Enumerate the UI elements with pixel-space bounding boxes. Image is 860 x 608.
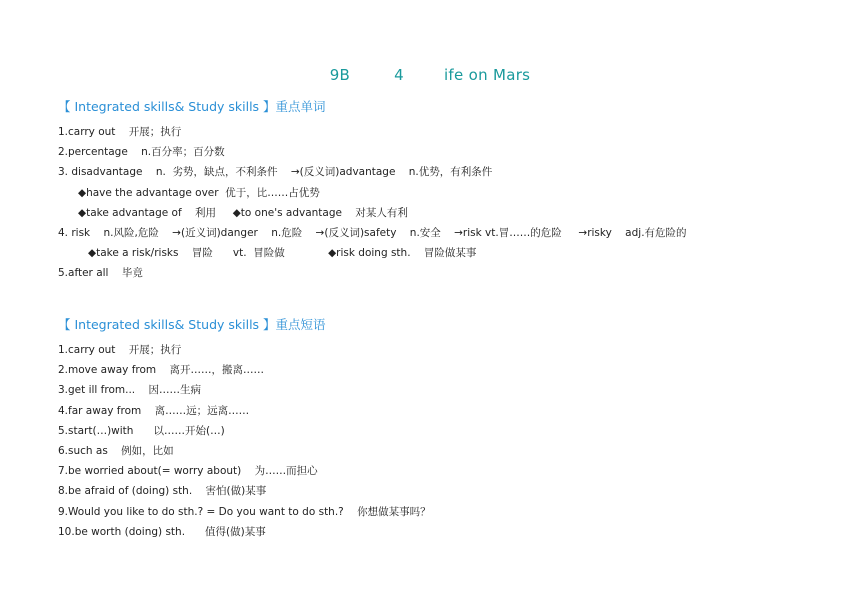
word-entry: 2.percentage n.百分率；百分数 (58, 146, 225, 159)
section-heading-cn: 重点短语 (275, 317, 326, 332)
word-entry: ◆take advantage of 利用 ◆to one's advantage 对某人有利 (78, 206, 408, 219)
phrase-entry: 6.such as 例如，比如 (58, 445, 174, 458)
word-entry: 5.after all 毕竟 (58, 267, 143, 280)
word-entry: ◆have the advantage over 优于，比……占优势 (78, 186, 320, 199)
word-entry: 3. disadvantage n. 劣势，缺点，不利条件 →(反义词)advantage n.优势，有利条件 (58, 166, 493, 179)
word-entry: 4. risk n.风险,危险 →(近义词)danger n.危险 →(反义词)safety n.安全 →risk vt.冒……的危险 →risky adj.有危险的 (58, 227, 687, 240)
title-number: 4 (394, 66, 404, 84)
phrase-entry: 8.be afraid of (doing) sth. 害怕(做)某事 (58, 485, 267, 498)
page-title (0, 66, 860, 84)
section-heading-label: 【 Integrated skills& Study skills 】 (58, 99, 276, 114)
section-heading-words (58, 97, 326, 115)
word-entry: ◆take a risk/risks 冒险 vt. 冒险做 ◆risk doing sth. 冒险做某事 (88, 247, 477, 260)
section-heading-cn: 重点单词 (275, 99, 326, 114)
title-unit: 9B (329, 66, 351, 84)
phrase-entry: 2.move away from 离开……，搬离…… (58, 364, 264, 377)
word-entry: 1.carry out 开展；执行 (58, 126, 182, 138)
section-heading-label: 【 Integrated skills& Study skills 】 (58, 317, 276, 332)
phrase-entry: 10.be worth (doing) sth. 值得(做)某事 (58, 525, 266, 538)
phrase-entry: 1.carry out 开展；执行 (58, 344, 182, 356)
phrase-entry: 4.far away from 离……远；远离…… (58, 404, 250, 417)
phrase-entry: 3.get ill from... 因……生病 (58, 384, 201, 397)
phrase-entry: 7.be worried about(= worry about) 为……而担心 (58, 465, 318, 478)
word-list (58, 122, 687, 284)
phrase-list (58, 340, 431, 542)
phrase-entry: 5.start(…)with 以……开始(…) (58, 424, 225, 437)
section-heading-phrases (58, 315, 326, 333)
title-topic: ife on Mars (443, 66, 531, 84)
phrase-entry: 9.Would you like to do sth.? = Do you want to do sth.? 你想做某事吗？ (58, 505, 431, 518)
